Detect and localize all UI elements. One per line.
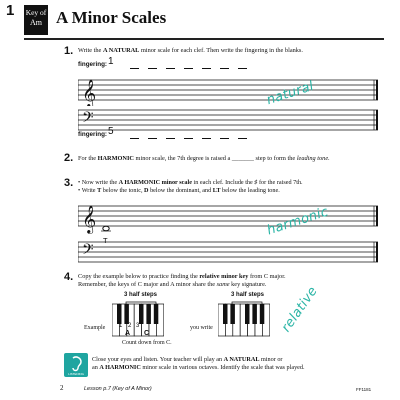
treble-staff-2 [78, 200, 378, 234]
ls-l1-bold: A NATURAL [223, 356, 260, 363]
s4-l2-b: key signature. [229, 281, 267, 288]
section-3-number: 3. [64, 177, 74, 189]
key-letter-c: C [144, 330, 150, 337]
fingering-top-first: 1 [108, 56, 114, 67]
section-4-line-2 [78, 281, 338, 289]
key-number-1-label: 1 [119, 323, 123, 329]
ls-l2-bold: A HARMONIC [99, 364, 141, 371]
section-4-number: 4. [64, 271, 74, 283]
count-down-note: Count down from C. [122, 340, 172, 346]
fingering-blank[interactable] [238, 68, 247, 69]
key-of-label: Key of [25, 8, 47, 17]
page-number: 2 [60, 384, 64, 392]
svg-text:𝄢: 𝄢 [82, 109, 94, 130]
s4-l1-b: from C major. [248, 273, 286, 280]
s4-l1-bold: relative minor key [199, 273, 249, 280]
s4-l2-italic: same [216, 281, 230, 288]
fingering-bottom-first: 5 [108, 126, 114, 137]
s2-a: For the [78, 155, 98, 162]
fingering-blank[interactable] [238, 138, 247, 139]
you-write-label: you write [190, 325, 213, 331]
fingering-blank[interactable] [166, 138, 175, 139]
fingering-blank[interactable] [220, 68, 229, 69]
ls-l1-a: Close your eyes and listen. Your teacher will play an [92, 356, 224, 363]
s3-b2-b: below the tonic, [101, 187, 145, 194]
svg-text:𝄢: 𝄢 [82, 241, 94, 262]
treble-staff-1 [78, 76, 378, 109]
handwritten-harmonic: harmonic [265, 204, 331, 239]
key-name: Am [30, 18, 42, 27]
s3-b1-mid: minor scale [160, 179, 192, 186]
keyboard-example [112, 300, 164, 338]
bass-staff-1 [78, 106, 378, 136]
fingering-blank[interactable] [220, 138, 229, 139]
fingering-blank[interactable] [130, 138, 139, 139]
half-steps-label-left: 3 half steps [124, 292, 158, 298]
s2-blank: _______ [231, 155, 254, 162]
unit-number: 1 [6, 2, 15, 19]
section-3-bullet-1: • Now write the A HARMONIC minor scale in each clef. Include the ♯ for the raised 7th. [78, 179, 303, 186]
ls-l2-a: an [92, 364, 100, 371]
fingering-blank[interactable] [202, 138, 211, 139]
listening-line-2 [92, 364, 392, 372]
key-number-2-label: 2 [128, 323, 132, 329]
section-1-instruction [78, 47, 378, 55]
s4-l2-a: Remember, the keys of C major and A minor share the [78, 281, 217, 288]
s3-b2-lt: LT [212, 187, 221, 194]
s1-text-a: Write the [78, 47, 103, 54]
s3-b1-bold: A HARMONIC [118, 179, 161, 186]
s2-b: minor scale, the 7th degree is raised a [133, 155, 232, 162]
key-letter-a: A [125, 330, 131, 337]
ls-l1-b: minor or [259, 356, 283, 363]
s2-bold: HARMONIC [97, 155, 134, 162]
section-4-line-1 [78, 273, 318, 281]
s1-text-b: minor scale for each clef. Then write the fingering in the blanks. [139, 47, 303, 54]
example-label: Example [84, 325, 106, 331]
bass-staff-2 [78, 240, 378, 268]
key-number-3-label: 3 [136, 323, 140, 329]
fingering-blank[interactable] [184, 138, 193, 139]
svg-text:𝄞: 𝄞 [82, 79, 97, 106]
s3-b2-d2: below the leading tone. [220, 187, 280, 194]
section-1-number: 1. [64, 45, 74, 57]
unit-tab [0, 0, 24, 36]
s2-c: step to form the [253, 155, 297, 162]
listening-icon-label: LISTENING [68, 372, 84, 376]
tonic-mark: T [103, 236, 108, 245]
lesson-reference: Lesson p.7 (Key of A Minor) [84, 386, 152, 392]
fingering-blank[interactable] [202, 68, 211, 69]
s2-italic: leading tone. [296, 155, 330, 162]
section-2-number: 2. [64, 152, 74, 164]
handwritten-natural: natural [264, 78, 316, 109]
ls-l2-b: minor scale in various octaves. Identify the scale that was played. [140, 364, 305, 371]
key-box [24, 5, 48, 35]
s4-l1-a: Copy the example below to practice finding the [78, 273, 200, 280]
s1-text-bold: A NATURAL [102, 47, 140, 54]
listening-line-1 [92, 356, 382, 364]
fingering-blank[interactable] [184, 68, 193, 69]
s3-b1-a: Now write the [81, 179, 119, 186]
s3-b2-c: below the dominant, and [148, 187, 213, 194]
s3-b2-t: T [97, 187, 102, 194]
fingering-blank[interactable] [166, 68, 175, 69]
listening-icon [64, 353, 88, 377]
handwritten-relative: relative [278, 284, 321, 335]
header-divider [24, 38, 384, 40]
fingering-blank[interactable] [130, 68, 139, 69]
s3-b1-b: in each clef. Include the ♯ for the raised 7th. [191, 179, 303, 186]
section-3-bullet-2: • Write T below the tonic, D below the dominant, and LT below the leading tone. [78, 187, 280, 194]
s3-b2-a: Write [81, 187, 98, 194]
svg-text:𝄞: 𝄞 [82, 205, 97, 233]
half-steps-label-right: 3 half steps [231, 292, 265, 298]
s3-b2-d: D [144, 187, 149, 194]
fingering-blank[interactable] [148, 68, 157, 69]
section-2-text [78, 155, 388, 163]
fingering-label-bottom: fingering: [78, 131, 108, 138]
page-title: A Minor Scales [56, 8, 167, 27]
fingering-label-top: fingering: [78, 61, 108, 68]
product-code: FF1181 [356, 387, 372, 392]
fingering-blank[interactable] [148, 138, 157, 139]
keyboard-practice [218, 300, 270, 338]
